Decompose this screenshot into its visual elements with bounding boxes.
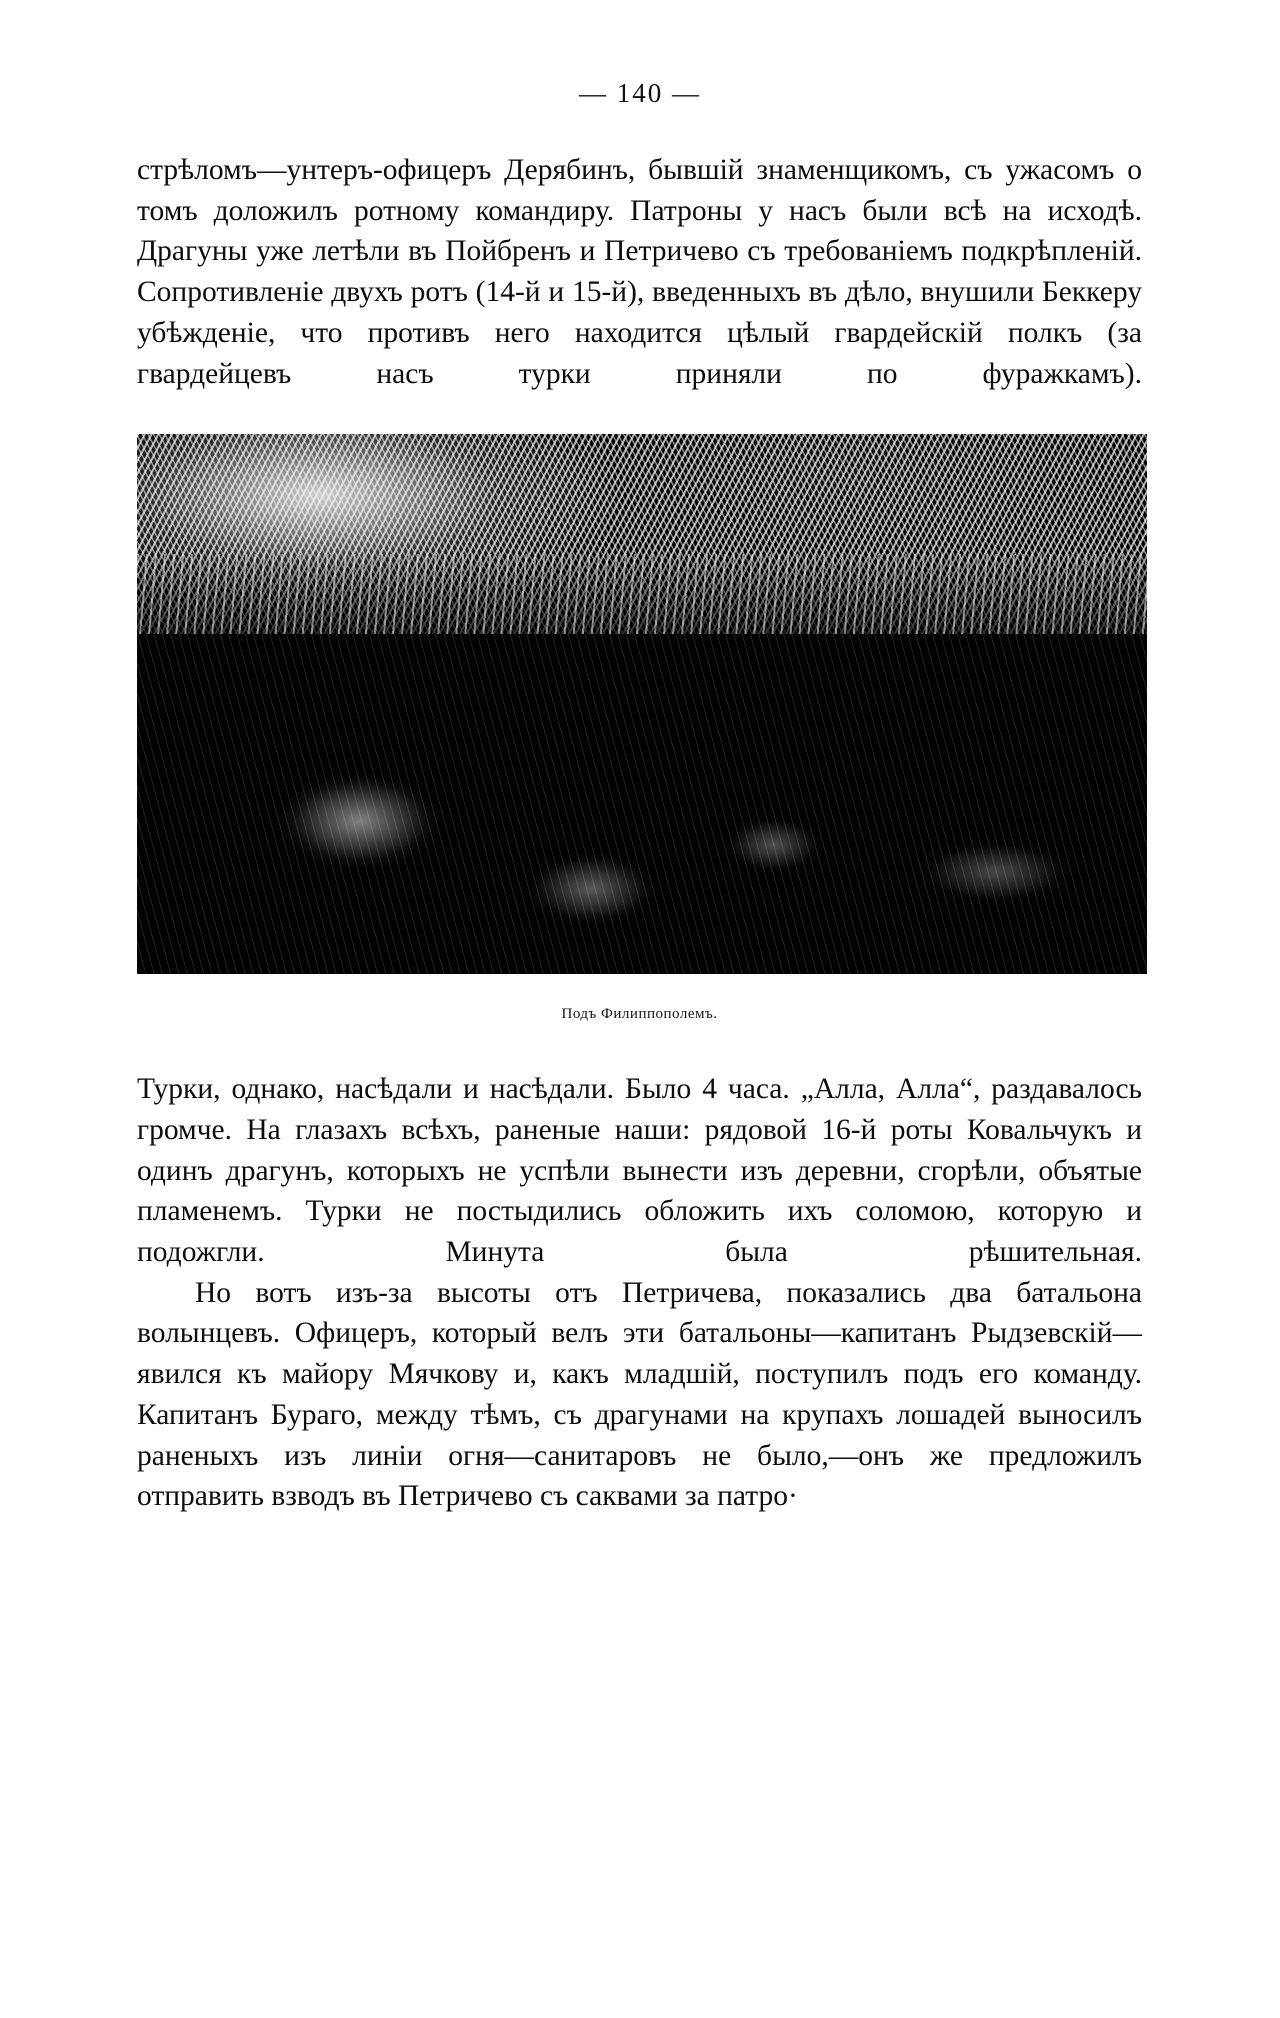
paragraph-after-figure-2: Но вотъ изъ-за высоты отъ Петричева, показались два батальона волынцевъ. Офицеръ, который велъ эти батальоны—капитанъ Рыдзевскій—явился къ майору Мячкову и, какъ младшій, поступилъ подъ его команду. Капитанъ Бураго, между тѣмъ, съ драгунами на крупахъ лошадей выносилъ раненыхъ изъ линіи огня—санитаровъ не было,—онъ же предложилъ отправить взводъ въ Петричево съ саквами за патро· [137, 1276, 1142, 1513]
page-content [137, 150, 1142, 1517]
figure-block [137, 434, 1142, 1023]
page-number: — 140 — [579, 78, 701, 108]
figure-illustration [137, 434, 1147, 974]
figure-ground-region [137, 634, 1147, 974]
paragraph-after-figure-1: Турки, однако, насѣдали и насѣдали. Было 4 часа. „Алла, Алла“, раздавалось громче. На глазахъ всѣхъ, раненые наши: рядовой 16-й роты Ковальчукъ и одинъ драгунъ, которыхъ не успѣли вынести изъ деревни, сгорѣли, объятые пламенемъ. Турки не постыдились обложить ихъ соломою, которую и подожгли. Минута была рѣшительная. [137, 1073, 1142, 1269]
figure-caption: Подъ Филиппополемъ. [561, 1006, 718, 1023]
paragraph-top: стрѣломъ—унтеръ-офицеръ Дерябинъ, бывшій знаменщикомъ, съ ужасомъ о томъ доложилъ ротному командиру. Патроны у насъ были всѣ на исходѣ. Драгуны уже летѣли въ Пойбренъ и Петричево съ требованіемъ подкрѣпленій. Сопротивленіе двухъ ротъ (14-й и 15-й), введенныхъ въ дѣло, внушили Беккеру убѣжденіе, что противъ него находится цѣлый гвардейскій полкъ (за гвардейцевъ насъ турки приняли по фуражкамъ). [137, 154, 1142, 390]
body-text-block [137, 1069, 1142, 1517]
